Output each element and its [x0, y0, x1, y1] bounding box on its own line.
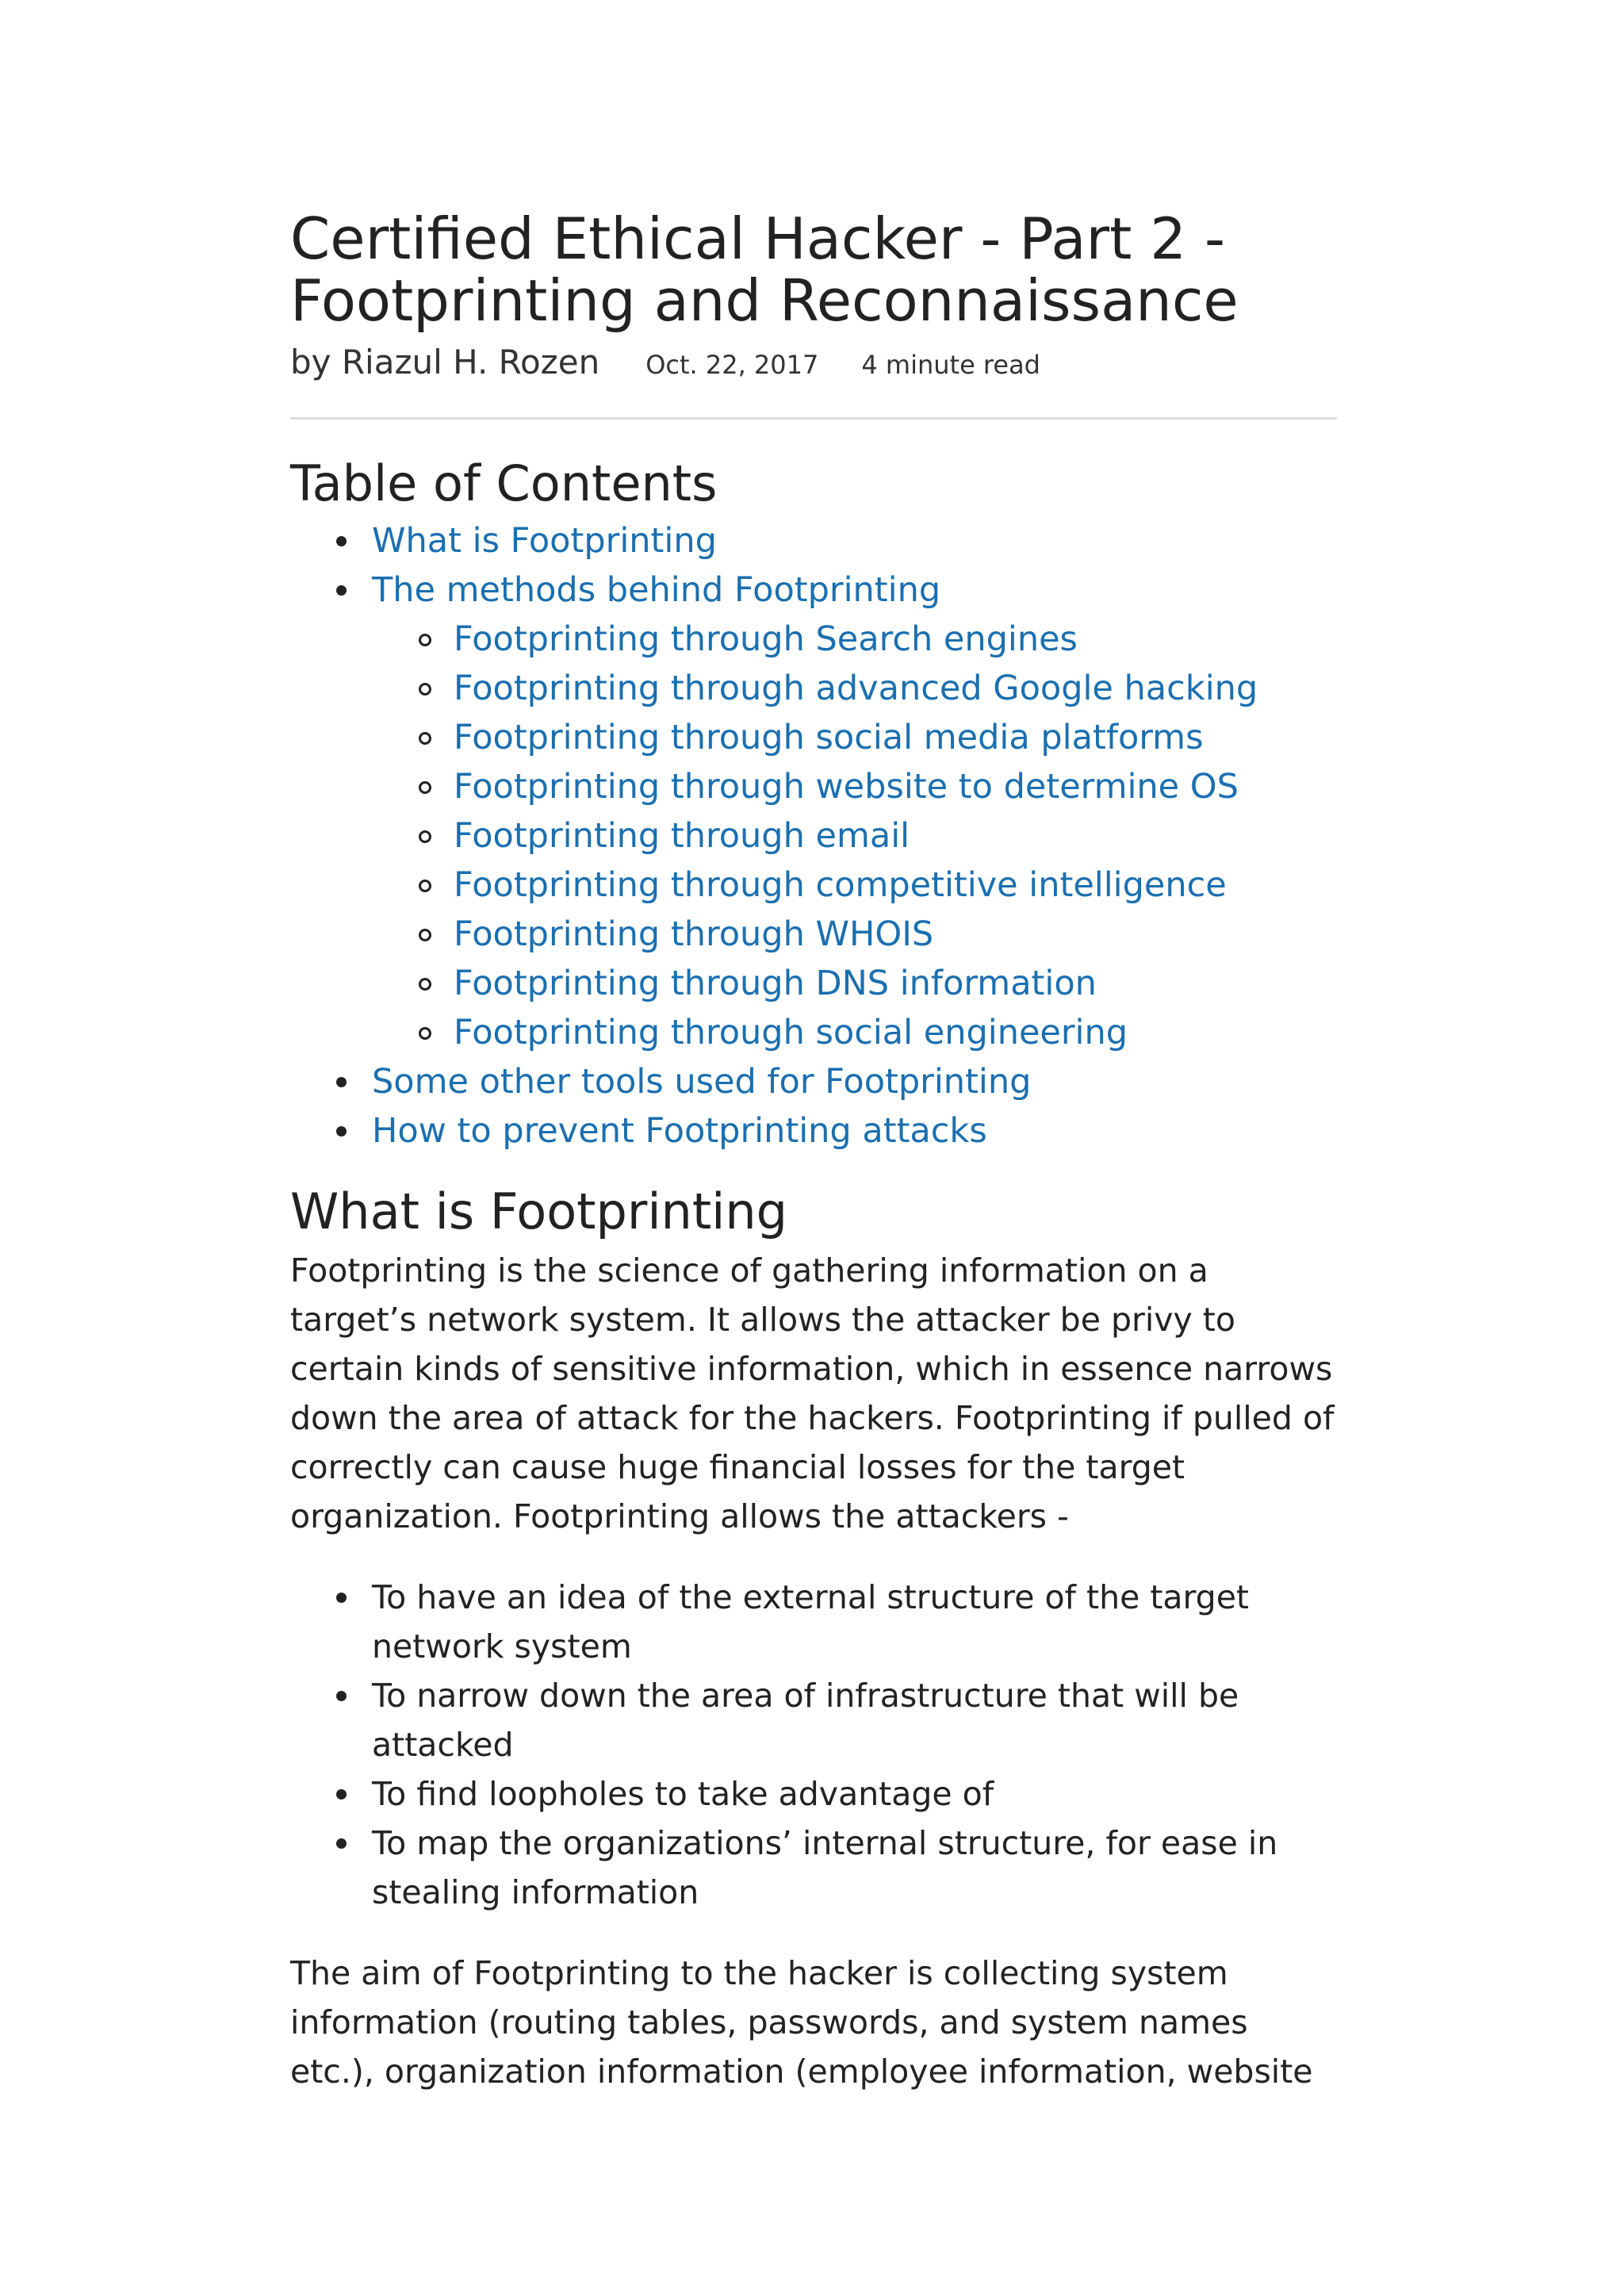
toc-link-dns[interactable]: Footprinting through DNS information [454, 964, 1097, 1003]
toc-link-whois[interactable]: Footprinting through WHOIS [454, 914, 934, 954]
toc-subitem [372, 910, 1337, 959]
toc-heading: Table of Contents [290, 454, 718, 512]
toc-subitem [372, 664, 1337, 713]
read-time: 4 minute read [861, 350, 1040, 380]
byline [290, 343, 1337, 382]
toc-link-email[interactable]: Footprinting through email [454, 816, 910, 856]
toc-subitem [372, 1008, 1337, 1057]
toc-subitem [372, 615, 1337, 664]
toc-item [290, 1057, 1337, 1106]
toc-subitem [372, 959, 1337, 1008]
author-name: by Riazul H. Rozen [290, 343, 600, 381]
toc-link-social-media[interactable]: Footprinting through social media platforms [454, 718, 1204, 757]
toc-sublist [372, 615, 1337, 1057]
toc-link-website-os[interactable]: Footprinting through website to determine OS [454, 767, 1239, 807]
toc-link-other-tools[interactable]: Some other tools used for Footprinting [372, 1062, 1032, 1102]
list-item: To find loopholes to take advantage of [290, 1769, 1337, 1819]
toc-item [290, 565, 1337, 1057]
section-intro-paragraph: Footprinting is the science of gathering information on a target’s network system. It allows the attacker be privy to certain kinds of sensitive information, which in essence narrows down the area of attack for the hackers. Footprinting if pulled of correctly can cause huge financial losses for the target organization. Footprinting allows the attackers - [290, 1251, 1335, 1535]
toc-link-google-hacking[interactable]: Footprinting through advanced Google hacking [454, 669, 1258, 708]
toc-link-what-is-footprinting[interactable]: What is Footprinting [372, 521, 717, 561]
article [290, 205, 1337, 2096]
table-of-contents [290, 516, 1337, 1156]
toc-link-prevent-attacks[interactable]: How to prevent Footprinting attacks [372, 1111, 987, 1151]
toc-link-methods[interactable]: The methods behind Footprinting [372, 570, 941, 610]
section-heading: What is Footprinting [290, 1182, 788, 1240]
toc-subitem [372, 762, 1337, 811]
toc-subitem [372, 861, 1337, 910]
bullet-list [290, 1573, 1337, 1917]
toc-link-competitive-intelligence[interactable]: Footprinting through competitive intelligence [454, 865, 1227, 905]
list-item: To map the organizations’ internal structure, for ease in stealing information [290, 1819, 1337, 1917]
toc-link-social-engineering[interactable]: Footprinting through social engineering [454, 1013, 1128, 1052]
list-item: To narrow down the area of infrastructure that will be attacked [290, 1671, 1337, 1769]
publish-date: Oct. 22, 2017 [645, 350, 819, 380]
toc-item [290, 1106, 1337, 1156]
toc-subitem [372, 713, 1337, 762]
toc-subitem [372, 811, 1337, 861]
section-outro-paragraph: The aim of Footprinting to the hacker is collecting system information (routing tables, passwords, and system names etc.), organization information (employee information, website [290, 1954, 1313, 2091]
page-title: Certified Ethical Hacker - Part 2 - Footprinting and Reconnaissance [290, 205, 1239, 334]
header-divider [290, 417, 1337, 420]
toc-item [290, 516, 1337, 565]
toc-link-search-engines[interactable]: Footprinting through Search engines [454, 619, 1078, 659]
list-item: To have an idea of the external structure of the target network system [290, 1573, 1337, 1671]
